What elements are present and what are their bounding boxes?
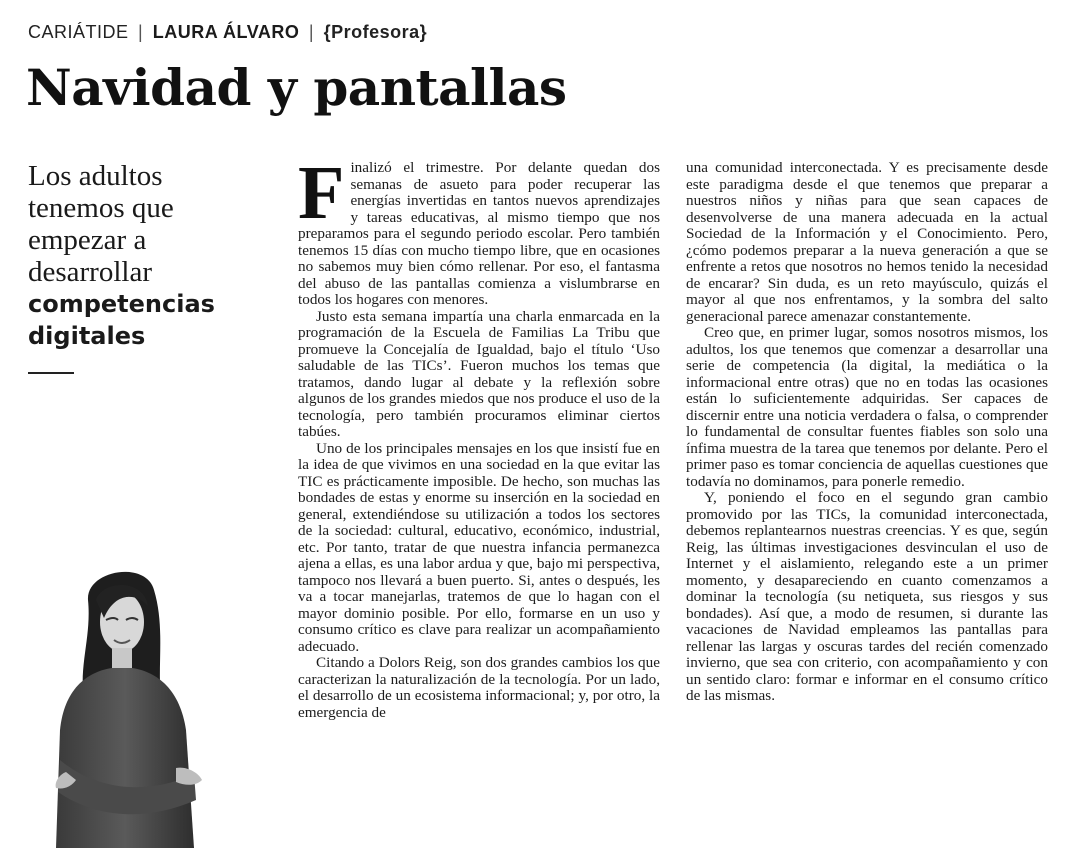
article-paragraph: Y, poniendo el foco en el segundo gran cambio promovido por las TICs, la comunidad interconectada, debemos replantearnos nuestras creencias. Y es que, según Reig, las últimas investigaciones desvinculan el uso de Internet y el aislamiento, relegando este a un primer momento, y desapareciendo en cuanto comenzamos a dominar la tecnología (su netiqueta, sus riesgos y sus bondades). Así que, a modo de resumen, si durante las vacaciones de Navidad empleamos las pantallas para rellenar las largas y oscuras tardes del recién comenzado invierno, que sea con criterio, con acompañamiento y con un sentido claro: formar e informar en el consumo crítico de las mismas. <box>686 489 1048 704</box>
author-role: {Profesora} <box>323 22 428 42</box>
deck <box>28 160 263 352</box>
article-paragraph: Justo esta semana impartía una charla enmarcada en la programación de la Escuela de Familias La Tribu que promueve la Concejalía de Igualdad, bajo el título ‘Uso saludable de las TICs’. Fueron muchos los temas que tratamos, dando lugar al debate y la reflexión sobre algunos de los grandes miedos que nos produce el uso de la tecnología, pero también procuramos eliminar ciertos tabúes. <box>298 307 660 440</box>
article-column-2 <box>686 160 1048 705</box>
deck-divider <box>28 372 74 374</box>
section-name: CARIÁTIDE <box>28 22 129 42</box>
kicker <box>28 22 427 43</box>
kicker-separator: | <box>308 22 315 42</box>
article-paragraph: Uno de los principales mensajes en los que insistí fue en la idea de que vivimos en una sociedad en la que evitar las TIC es prácticamente imposible. De hecho, son muchas las bondades de estas y enorme su inserción en la sociedad en general, extendiéndose su utilización a todos los sectores de la sociedad: cultural, educativo, económico, industrial, etc. Por tanto, tratar de que nuestra infancia permanezca ajena a ellas, es una labor ardua y que, bajo mi perspectiva, tampoco nos llevará a buen puerto. Si, antes o después, les va a tocar manejarlas, tratemos de que lo hagan con el mayor dominio posible. Por ello, formarse en un uso y consumo crítico es clave para realizar un acompañamiento adecuado. <box>298 439 660 655</box>
drop-cap: F <box>298 151 345 235</box>
deck-text: Los adultos tenemos que empezar a desarrollar <box>28 160 174 288</box>
article-column-1 <box>298 151 660 721</box>
kicker-separator: | <box>138 22 144 42</box>
article-paragraph-text: inalizó el trimestre. Por delante quedan dos semanas de asueto para poder recuperar las energías invertidas en tantos nuevos aprendizajes y tareas educativas, al mismo tiempo que nos preparamos para el segundo periodo escolar. Pero también tenemos 15 días con mucho tiempo libre, que en ocasiones no sabemos muy bien cómo rellenar. Por eso, el fantasma del abuso de las pantallas comienza a vislumbrarse en todos los hogares con menores. <box>298 159 660 308</box>
deck-emphasis: competencias digitales <box>28 290 215 350</box>
article-paragraph <box>298 151 660 309</box>
article-paragraph: una comunidad interconectada. Y es precisamente desde este paradigma desde el que tenemos que preparar a nuestros niños y niñas para que sean capaces de desenvolverse de una manera adecuada en la actual Sociedad de la Información y el Conocimiento. Pero, ¿cómo podemos preparar a la nueva generación a que se enfrente a retos que nosotros no hemos tenido la necesidad de encarar? Sin duda, es un reto mayúsculo, quizás el mayor al que nos enfrentamos, y la sombra del salto generacional parece amenazar constantemente. <box>686 159 1048 325</box>
author-name: LAURA ÁLVARO <box>152 22 300 42</box>
article-paragraph: Creo que, en primer lugar, somos nosotros mismos, los adultos, los que tenemos que comenzar a desarrollar una serie de competencia (la digital, la mediática o la informacional entre otras) que no en todas las ocasiones están lo suficientemente adquiridas. Ser capaces de discernir entre una noticia verdadera o falsa, o comprender lo fundamental de consultar fuentes fiables son solo una ínfima muestra de la tarea que tenemos por delante. Pero el primer paso es tomar conciencia de aquellas cuestiones que todavía no dominamos, para ponerle remedio. <box>686 324 1048 490</box>
article-paragraph: Citando a Dolors Reig, son dos grandes cambios los que caracterizan la naturalización de la tecnología. Por un lado, el desarrollo de un ecosistema informacional; y, por otro, la emergencia de <box>298 654 660 721</box>
headline: Navidad y pantallas <box>26 58 567 117</box>
portrait-photo-icon <box>26 560 236 848</box>
portrait-photo <box>26 560 236 848</box>
